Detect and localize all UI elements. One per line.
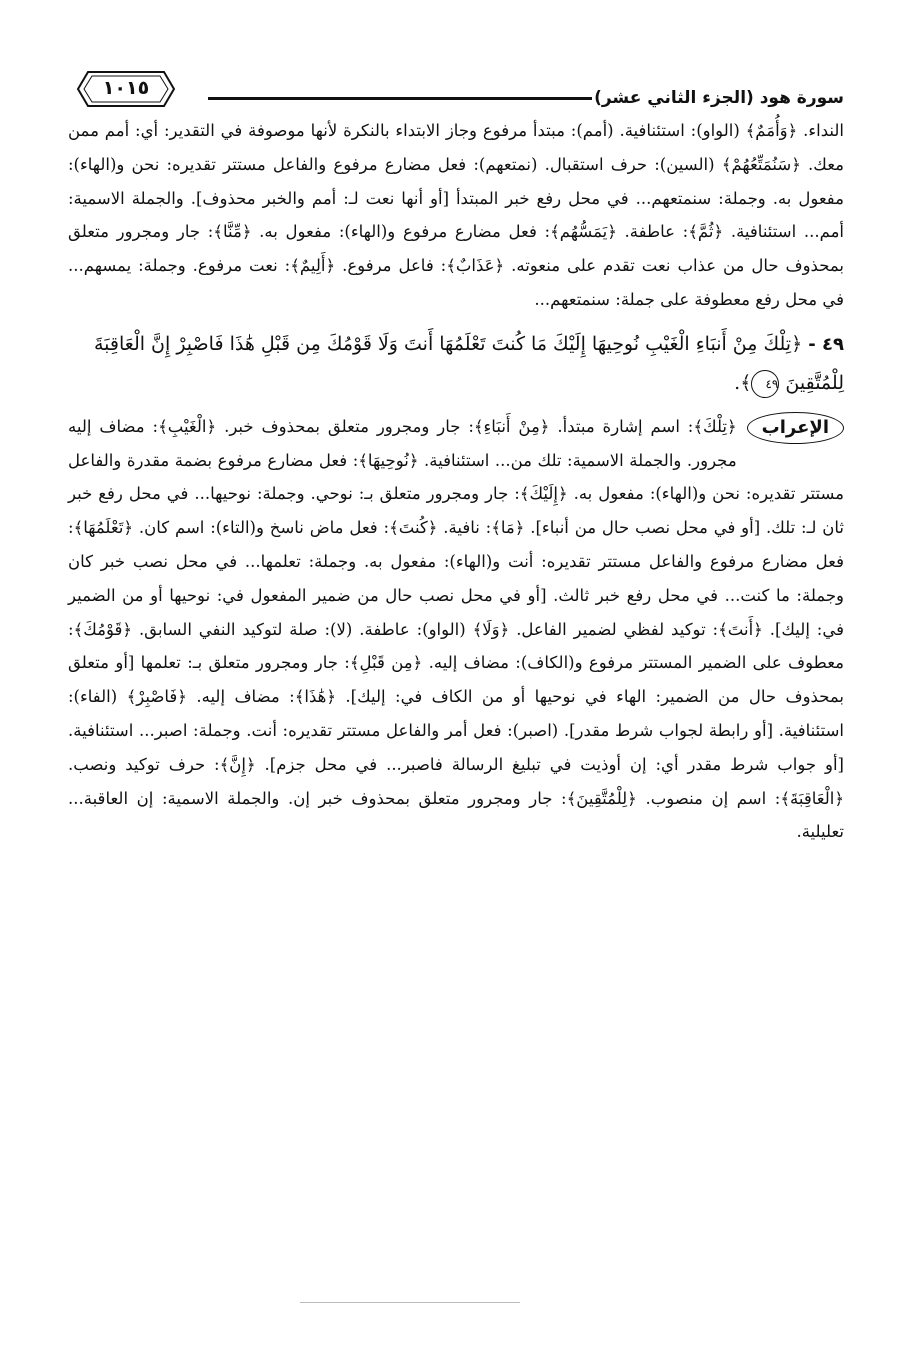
section-gap bbox=[68, 317, 844, 325]
page-number-badge bbox=[76, 68, 176, 110]
page bbox=[68, 60, 844, 849]
irab-label: الإعراب bbox=[747, 412, 844, 444]
paragraph-1: النداء. ﴿وَأُمَمٌ﴾ (الواو): استئنافية. (أمم): مبتدأ مرفوع وجاز الابتداء بالنكرة لأنها موصوفة في التقدير: أي: أمم ممن معك. ﴿سَنُمَتِّعُهُمْ﴾ (السين): حرف استقبال. (نمتعهم): فعل مضارع مرفوع والفاعل مستتر تقديره: نحن و(الهاء): مفعول به. وجملة: سنمتعهم... في محل رفع خبر المبتدأ [أو أنها نعت لـ: أمم والخبر محذوف]. والجملة الاسمية: أمم... استئنافية. ﴿ثُمَّ﴾: عاطفة. ﴿يَمَسُّهُم﴾: فعل مضارع مرفوع و(الهاء): مفعول به. ﴿مِّنَّا﴾: جار ومجرور متعلق بمحذوف حال من عذاب نعت تقدم على منعوته. ﴿عَذَابٌ﴾: فاعل مرفوع. ﴿أَلِيمٌ﴾: نعت مرفوع. وجملة: يمسهم... في محل رفع معطوفة على جملة: سنمتعهم... bbox=[68, 121, 845, 309]
page-number: ١٠١٥ bbox=[102, 77, 150, 99]
irab-section bbox=[68, 410, 844, 849]
surah-title: سورة هود (الجزء الثاني عشر) bbox=[594, 88, 844, 108]
irab-text: ﴿تِلْكَ﴾: اسم إشارة مبتدأ. ﴿مِنْ أَنبَاءِ﴾: جار ومجرور متعلق بمحذوف خبر. ﴿الْغَيْبِ﴾: مضاف إليه مجرور. والجملة الاسمية: تلك من... استئنافية. ﴿نُوحِيهَا﴾: فعل مضارع مرفوع بضمة مقدرة والفاعل مستتر تقديره: نحن و(الهاء): مفعول به. ﴿إِلَيْكَ﴾: جار ومجرور متعلق بـ: نوحي. وجملة: نوحيها... في محل رفع خبر ثان لـ: تلك. [أو في محل نصب حال من أنباء]. ﴿مَا﴾: نافية. ﴿كُنتَ﴾: فعل ماض ناسخ و(التاء): اسم كان. ﴿تَعْلَمُهَا﴾: فعل مضارع مرفوع والفاعل مستتر تقديره: أنت و(الهاء): مفعول به. وجملة: تعلمها... في محل نصب خبر كان وجملة: ما كنت... في محل رفع خبر ثالث. [أو في محل نصب حال من ضمير المفعول في: نوحيها أو من الضمير في: إليك]. ﴿أَنتَ﴾: توكيد لفظي لضمير الفاعل. ﴿وَلَا﴾ (الواو): عاطفة. (لا): صلة لتوكيد النفي السابق. ﴿قَوْمُكَ﴾: معطوف على الضمير المستتر مرفوع و(الكاف): مضاف إليه. ﴿مِن قَبْلِ﴾: جار ومجرور متعلق بـ: تعلمها [أو متعلق بمحذوف حال من الضمير: الهاء في نوحيها أو من الكاف في: إليك]. ﴿هَٰذَا﴾: مضاف إليه. ﴿فَاصْبِرْ﴾ (الفاء): استئنافية. [أو رابطة لجواب شرط مقدر]. (اصبر): فعل أمر والفاعل مستتر تقديره: أنت. وجملة: اصبر... استئنافية. [أو جواب شرط مقدر أي: إن أوذيت في تبليغ الرسالة فاصبر... في محل جزم]. ﴿إِنَّ﴾: حرف توكيد ونصب. ﴿الْعَاقِبَةَ﴾: اسم إن منصوب. ﴿لِلْمُتَّقِينَ﴾: جار ومجرور متعلق بمحذوف خبر إن. والجملة الاسمية: إن العاقبة... تعليلية. bbox=[68, 416, 844, 842]
page-header bbox=[68, 60, 844, 114]
section-gap-2 bbox=[68, 402, 844, 410]
verse-text: ﴿تِلْكَ مِنْ أَنبَاءِ الْغَيْبِ نُوحِيهَا إِلَيْكَ مَا كُنتَ تَعْلَمُهَا أَنتَ وَلَا قَوْمُكَ مِن قَبْلِ هَٰذَا فَاصْبِرْ إِنَّ الْعَاقِبَةَ لِلْمُتَّقِينَ bbox=[93, 332, 844, 394]
verse-end-mark: ٤٩ bbox=[751, 370, 779, 398]
verse-number: ٤٩ - bbox=[808, 333, 844, 355]
header-rule bbox=[208, 97, 592, 100]
verse-49 bbox=[68, 325, 844, 402]
footer-rule bbox=[300, 1302, 520, 1303]
verse-close: ﴾. bbox=[734, 371, 752, 394]
